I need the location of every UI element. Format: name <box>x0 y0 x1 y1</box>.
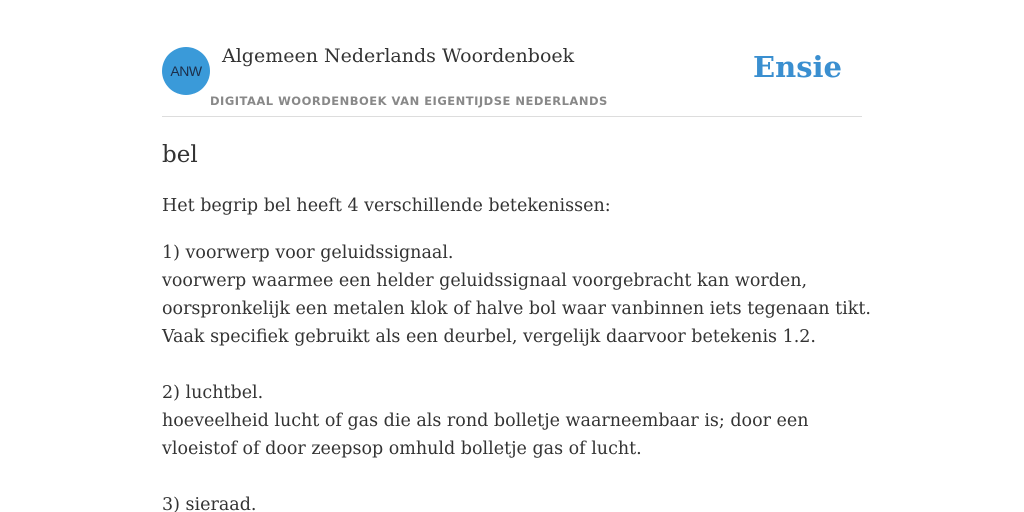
entry-content <box>162 138 871 512</box>
sense-1 <box>162 239 871 351</box>
sense-heading: 2) luchtbel. <box>162 383 264 403</box>
ensie-brand-logo[interactable]: Ensie <box>753 50 842 84</box>
entry-word: bel <box>162 142 198 168</box>
sense-text-line: hoeveelheid lucht of gas die als rond bolletje waarneembaar is; door een <box>162 411 809 431</box>
sense-heading: 3) sieraad. <box>162 495 257 512</box>
sense-heading: 1) voorwerp voor geluidssignaal. <box>162 243 454 263</box>
sense-text-line: vloeistof of door zeepsop omhuld bolletje gas of lucht. <box>162 439 642 459</box>
anw-logo[interactable]: ANW <box>162 47 210 95</box>
site-header <box>162 0 862 117</box>
sense-text-line: voorwerp waarmee een helder geluidssignaal voorgebracht kan worden, <box>162 271 808 291</box>
sense-text-line: oorspronkelijk een metalen klok of halve bol waar vanbinnen iets tegenaan tikt. <box>162 299 871 319</box>
site-title[interactable]: Algemeen Nederlands Woordenboek <box>222 45 575 67</box>
entry-intro: Het begrip bel heeft 4 verschillende betekenissen: <box>162 196 611 216</box>
sense-3 <box>162 491 862 512</box>
site-subtitle: DIGITAAL WOORDENBOEK VAN EIGENTIJDSE NEDERLANDS <box>210 94 608 108</box>
sense-2 <box>162 379 862 463</box>
sense-text-line: Vaak specifiek gebruikt als een deurbel, vergelijk daarvoor betekenis 1.2. <box>162 327 816 347</box>
